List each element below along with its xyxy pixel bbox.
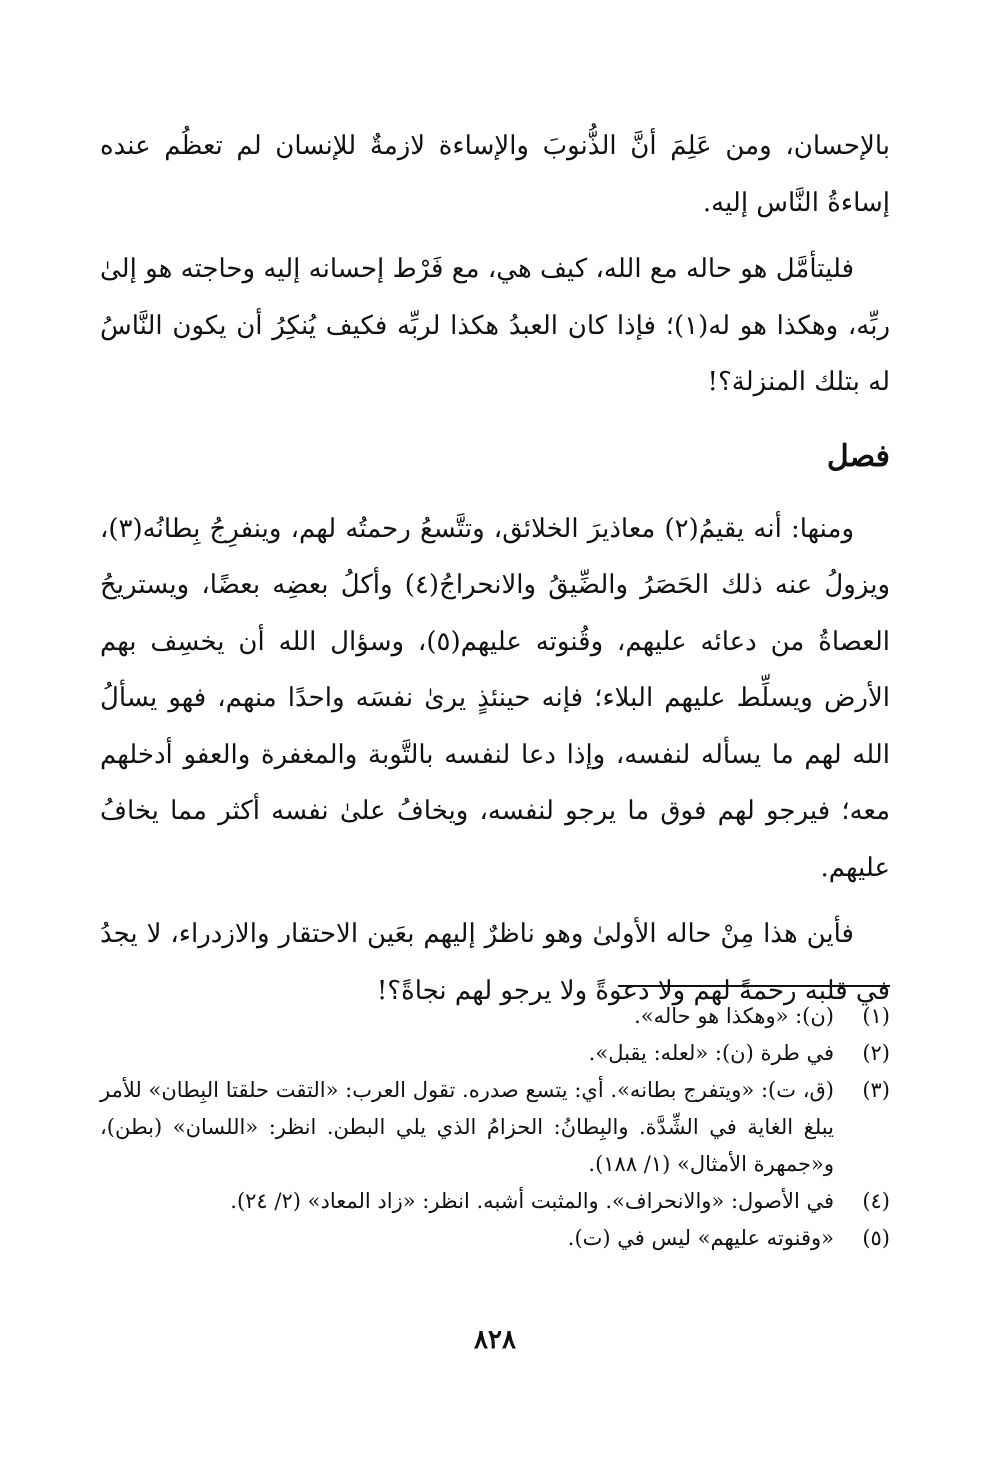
footnote-number: (٥) [862,1226,890,1250]
paragraph-4: فأين هذا مِنْ حاله الأولىٰ وهو ناظرٌ إليهم بعَين الاحتقار والازدراء، لا يجدُ في قلبه رحمةً لهم ولا دعوةً ولا يرجو لهم نجاةً؟! [100,919,890,1006]
footnote-separator [618,985,890,987]
footnote-number: (٤) [862,1189,890,1213]
footnote-number: (١) [862,1004,890,1028]
footnote-4 [100,1183,890,1220]
footnote-text: (ن): «وهكذا هو حاله». [634,1004,834,1028]
footnote-number: (٣) [862,1078,890,1102]
footnote-text: في الأصول: «والانحراف». والمثبت أشبه. انظر: «زاد المعاد» (٢/ ٢٤). [230,1189,834,1213]
footnote-1 [100,998,890,1035]
footnote-5 [100,1220,890,1257]
paragraph-1: بالإحسان، ومن عَلِمَ أنَّ الذُّنوبَ والإساءة لازمةٌ للإنسان لم تعظُم عنده إساءةُ النَّاس إليه. [100,131,890,218]
footnote-text: «وقنوته عليهم» ليس في (ت). [567,1226,834,1250]
footnotes [100,998,890,1257]
main-text [100,118,890,1029]
paragraph-3: ومنها: أنه يقيمُ(٢) معاذيرَ الخلائق، وتتَّسعُ رحمتُه لهم، وينفرِجُ بِطانُه(٣)، ويزولُ عنه ذلك الحَصَرُ والضِّيقُ والانحراجُ(٤) وأكلُ بعضِه بعضًا، ويستريحُ العصاةُ من دعائه عليهم، وقُنوته عليهم(٥)، وسؤال الله أن يخسِف بهم الأرض ويسلِّط عليهم البلاء؛ فإنه حينئذٍ يرىٰ نفسَه واحدًا منهم، فهو يسألُ الله لهم ما يسأله لنفسه، وإذا دعا لنفسه بالتَّوبة والمغفرة والعفو أدخلهم معه؛ فيرجو لهم فوق ما يرجو لنفسه، ويخافُ علىٰ نفسه أكثر مما يخافُ عليهم. [100,513,891,883]
paragraph-2: فليتأمَّل هو حاله مع الله، كيف هي، مع فَرْط إحسانه إليه وحاجته هو إلىٰ ربِّه، وهكذا هو له(١)؛ فإذا كان العبدُ هكذا لربِّه فكيف يُنكِرُ أن يكون النَّاسُ له بتلك المنزلة؟! [100,254,890,397]
footnote-number: (٢) [862,1041,890,1065]
section-heading: فصل [826,438,890,474]
footnote-2 [100,1035,890,1072]
page-number: ٨٢٨ [474,1325,516,1355]
footnote-3 [100,1072,890,1183]
footnote-text: (ق، ت): «ويتفرج بطانه». أي: يتسع صدره. تقول العرب: «التقت حلقتا البِطان» للأمر يبلغ الغاية في الشِّدَّة. والبِطانُ: الحزامُ الذي يلي البطن. انظر: «اللسان» (بطن)، و«جمهرة الأمثال» (١/ ١٨٨). [100,1078,834,1176]
footnote-text: في طرة (ن): «لعله: يقبل». [588,1041,834,1065]
